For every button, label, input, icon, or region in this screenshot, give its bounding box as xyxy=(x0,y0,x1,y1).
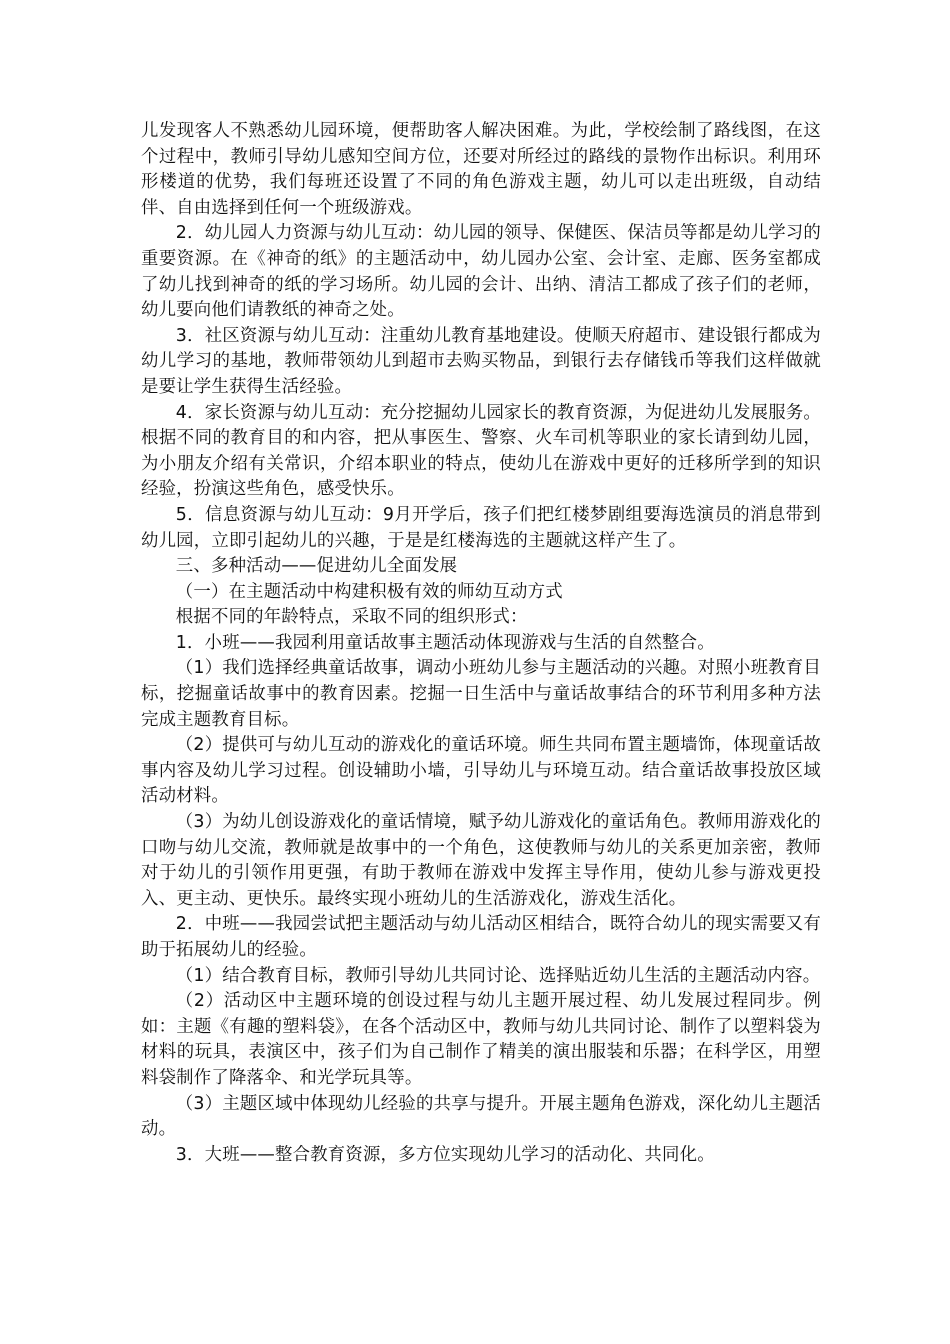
paragraph: 根据不同的年龄特点，采取不同的组织形式： xyxy=(175,607,528,628)
paragraph: 2．中班——我园尝试把主题活动与幼儿活动区相结合，既符合幼儿的现实需要又有助于拓展幼儿的经验。 xyxy=(141,914,821,960)
paragraph: （1）结合教育目标，教师引导幼儿共同讨论、选择贴近幼儿生活的主题活动内容。 xyxy=(175,965,821,986)
document-body xyxy=(141,119,821,1168)
paragraph: 3．大班——整合教育资源，多方位实现幼儿学习的活动化、共同化。 xyxy=(175,1144,715,1165)
paragraph: 3．社区资源与幼儿互动：注重幼儿教育基地建设。使顺天府超市、建设银行都成为幼儿学习的基地，教师带领幼儿到超市去购买物品，到银行去存储钱币等我们这样做就是要让学生获得生活经验。 xyxy=(141,325,821,397)
paragraph: 5．信息资源与幼儿互动：9月开学后，孩子们把红楼梦剧组要海选演员的消息带到幼儿园，立即引起幼儿的兴趣，于是是红楼海选的主题就这样产生了。 xyxy=(141,504,821,551)
paragraph: （3）主题区域中体现幼儿经验的共享与提升。开展主题角色游戏，深化幼儿主题活动。 xyxy=(141,1093,821,1140)
paragraph: 2．幼儿园人力资源与幼儿互动：幼儿园的领导、保健医、保洁员等都是幼儿学习的重要资源。在《神奇的纸》的主题活动中，幼儿园办公室、会计室、走廊、医务室都成了幼儿找到神奇的纸的学习场所。幼儿园的会计、出纳、清洁工都成了孩子们的老师，幼儿要向他们请教纸的神奇之处。 xyxy=(141,223,821,321)
paragraph: 1．小班——我园利用童话故事主题活动体现游戏与生活的自然整合。 xyxy=(175,632,715,653)
paragraph: （3）为幼儿创设游戏化的童话情境，赋予幼儿游戏化的童话角色。教师用游戏化的口吻与幼儿交流，教师就是故事中的一个角色，这使教师与幼儿的关系更加亲密，教师对于幼儿的引领作用更强，有助于教师在游戏中发挥主导作用，使幼儿参与游戏更投入、更主动、更快乐。最终实现小班幼儿的生活游戏化，游戏生活化。 xyxy=(141,812,821,909)
paragraph: （1）我们选择经典童话故事，调动小班幼儿参与主题活动的兴趣。对照小班教育目标，挖掘童话故事中的教育因素。挖掘一日生活中与童话故事结合的环节利用多种方法完成主题教育目标。 xyxy=(141,658,821,730)
paragraph: 4．家长资源与幼儿互动：充分挖掘幼儿园家长的教育资源，为促进幼儿发展服务。根据不同的教育目的和内容，把从事医生、警察、火车司机等职业的家长请到幼儿园，为小朋友介绍有关常识，介绍本职业的特点，使幼儿在游戏中更好的迁移所学到的知识经验，扮演这些角色，感受快乐。 xyxy=(141,402,821,500)
paragraph: （2）提供可与幼儿互动的游戏化的童话环境。师生共同布置主题墙饰，体现童话故事内容及幼儿学习过程。创设辅助小墙，引导幼儿与环境互动。结合童话故事投放区域活动材料。 xyxy=(141,735,821,807)
paragraph: （2）活动区中主题环境的创设过程与幼儿主题开展过程、幼儿发展过程同步。例如：主题《有趣的塑料袋》，在各个活动区中，教师与幼儿共同讨论、制作了以塑料袋为材料的玩具，表演区中，孩子们为自己制作了精美的演出服装和乐器；在科学区，用塑料袋制作了降落伞、和光学玩具等。 xyxy=(141,991,821,1088)
subsection-heading: （一）在主题活动中构建积极有效的师幼互动方式 xyxy=(175,581,563,602)
paragraph: 儿发现客人不熟悉幼儿园环境，便帮助客人解决困难。为此，学校绘制了路线图，在这个过程中，教师引导幼儿感知空间方位，还要对所经过的路线的景物作出标识。利用环形楼道的优势，我们每班还设置了不同的角色游戏主题，幼儿可以走出班级，自动结伴、自由选择到任何一个班级游戏。 xyxy=(141,121,821,218)
section-heading: 三、多种活动——促进幼儿全面发展 xyxy=(175,556,458,577)
